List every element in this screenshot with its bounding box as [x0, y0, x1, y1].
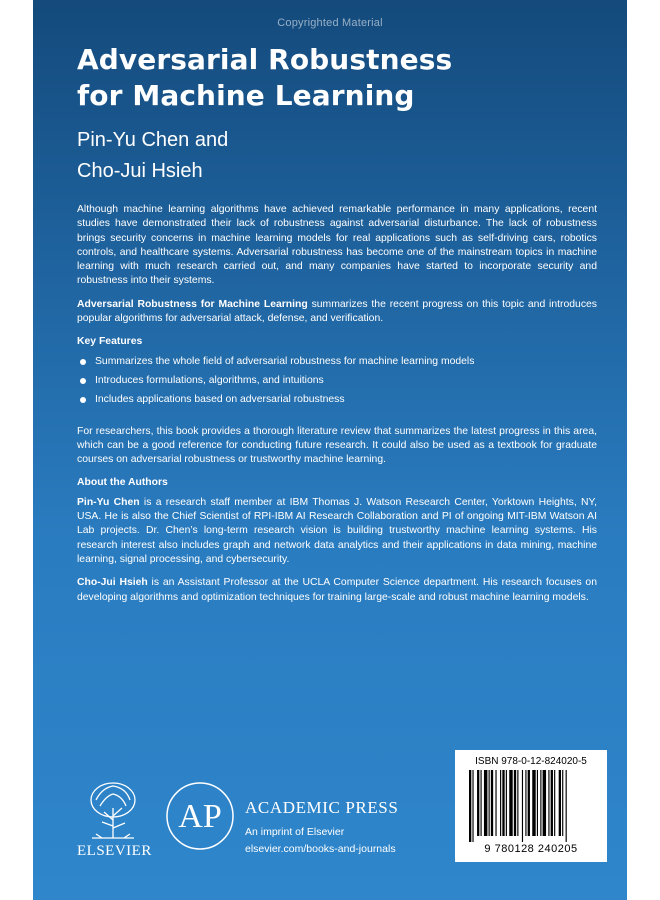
- barcode-number: 9 780128 240205: [484, 843, 578, 855]
- about-authors-heading: About the Authors: [77, 477, 168, 489]
- barcode-bar: [551, 770, 553, 836]
- academic-press-logo: [164, 780, 236, 857]
- author-1: Pin-Yu Chen and: [77, 129, 229, 151]
- barcode-bar: [502, 770, 504, 836]
- barcode-bar: [472, 770, 473, 842]
- copyright-watermark: Copyrighted Material: [277, 17, 383, 29]
- audience-paragraph: For researchers, this book provides a thorough literature review that summarizes the latest progress in this area, which can be a good reference for conducting future research. It could also be used as a textbook for graduate courses on adversarial robustness or trustworthy machine learning.: [77, 425, 597, 466]
- barcode-bar: [540, 770, 541, 836]
- authors: [77, 125, 228, 187]
- summary-paragraph: [77, 298, 597, 327]
- barcode-bar: [484, 770, 487, 836]
- imprint-text: An imprint of Elsevier: [245, 826, 345, 838]
- barcode-bar: [537, 770, 538, 836]
- barcode-bar: [525, 770, 526, 836]
- intro-paragraph: Although machine learning algorithms have achieved remarkable performance in many applications, recent studies have demonstrated their lack of robustness against adversarial disturbance. The lack of robustness brings security concerns in machine learning models for real applications such as self-driving cars, robotics controls, and healthcare systems. Adversarial robustness has become one of the mainstream topics in machine learning with much research carried out, and many companies have started to incorporate security and robustness into their systems.: [77, 204, 597, 287]
- barcode-bar: [495, 770, 496, 836]
- author-bio-1: [77, 496, 597, 567]
- barcode-bar: [517, 770, 518, 836]
- barcode-bar: [562, 770, 563, 836]
- barcode-bar: [491, 770, 493, 836]
- author-bio-2: [77, 576, 597, 605]
- bullet-icon: [80, 359, 86, 365]
- barcode-bar: [509, 770, 512, 836]
- ap-circle-icon: [164, 780, 236, 852]
- bio-2-text: is an Assistant Professor at the UCLA Computer Science department. His research focuses on developing algorithms and optimization techniques for training large-scale and robust machine learning models.: [77, 577, 597, 603]
- book-back-cover: [33, 0, 627, 900]
- barcode-bar: [554, 770, 555, 836]
- bullet-icon: [80, 397, 86, 403]
- barcode-bar: [543, 770, 546, 836]
- barcode-label: [455, 750, 607, 862]
- summary-book-title: Adversarial Robustness for Machine Learning: [77, 298, 308, 310]
- barcode-bar: [522, 770, 523, 842]
- barcode-bar: [548, 770, 549, 836]
- barcode-bar: [528, 770, 530, 836]
- barcode-bar: [489, 770, 490, 836]
- bio-1-name: Pin-Yu Chen: [77, 496, 140, 508]
- book-title: [77, 42, 597, 114]
- feature-item: [77, 355, 597, 369]
- feature-item: [77, 374, 597, 388]
- elsevier-logo: [77, 778, 152, 860]
- barcode-bar: [481, 770, 482, 836]
- author-2: Cho-Jui Hsieh: [77, 160, 203, 182]
- barcode-bar: [469, 770, 471, 842]
- publisher-url: elsevier.com/books-and-journals: [245, 843, 396, 855]
- bio-1-text: is a research staff member at IBM Thomas J. Watson Research Center, Yorktown Heights, NY, USA. He is also the Chief Scientist of RPI-IBM AI Research Collaboration and PI of ongoing MIT-IBM Watson AI Lab projects. Dr. Chen’s long-term research vision is building trustworthy machine learning systems. His research interest also includes graph and network data analytics and their applications in data mining, machine learning, signal processing, and cybersecurity.: [77, 496, 597, 565]
- barcode-bar: [477, 770, 479, 836]
- feature-item: [77, 393, 597, 407]
- elsevier-name: ELSEVIER: [77, 843, 152, 859]
- key-features-heading: Key Features: [77, 336, 143, 348]
- barcode-bar: [506, 770, 507, 836]
- title-line-1: Adversarial Robustness: [77, 43, 453, 76]
- bullet-icon: [80, 378, 86, 384]
- publisher-name: ACADEMIC PRESS: [245, 798, 399, 817]
- barcode-bar: [566, 770, 567, 842]
- barcode-bar: [500, 770, 501, 836]
- summary-text: summarizes the recent progress on this topic and introduces popular algorithms for adversarial attack, defense, and verification.: [77, 298, 597, 325]
- publisher-info: [245, 798, 398, 855]
- feature-text: Summarizes the whole field of adversarial robustness for machine learning models: [95, 355, 475, 367]
- ap-logo-text: AP: [178, 798, 222, 835]
- feature-text: Includes applications based on adversarial robustness: [95, 394, 345, 406]
- title-line-2: for Machine Learning: [77, 79, 415, 112]
- isbn-text: ISBN 978-0-12-824020-5: [475, 756, 587, 767]
- feature-text: Introduces formulations, algorithms, and intuitions: [95, 374, 324, 386]
- bio-2-name: Cho-Jui Hsieh: [77, 577, 148, 589]
- barcode-bar: [532, 770, 535, 836]
- barcode-bar: [514, 770, 516, 836]
- barcode-graphic: [469, 770, 593, 842]
- barcode-bar: [559, 770, 561, 836]
- blurb: [77, 203, 597, 614]
- elsevier-tree-icon: [82, 778, 144, 840]
- key-features-list: [77, 355, 597, 408]
